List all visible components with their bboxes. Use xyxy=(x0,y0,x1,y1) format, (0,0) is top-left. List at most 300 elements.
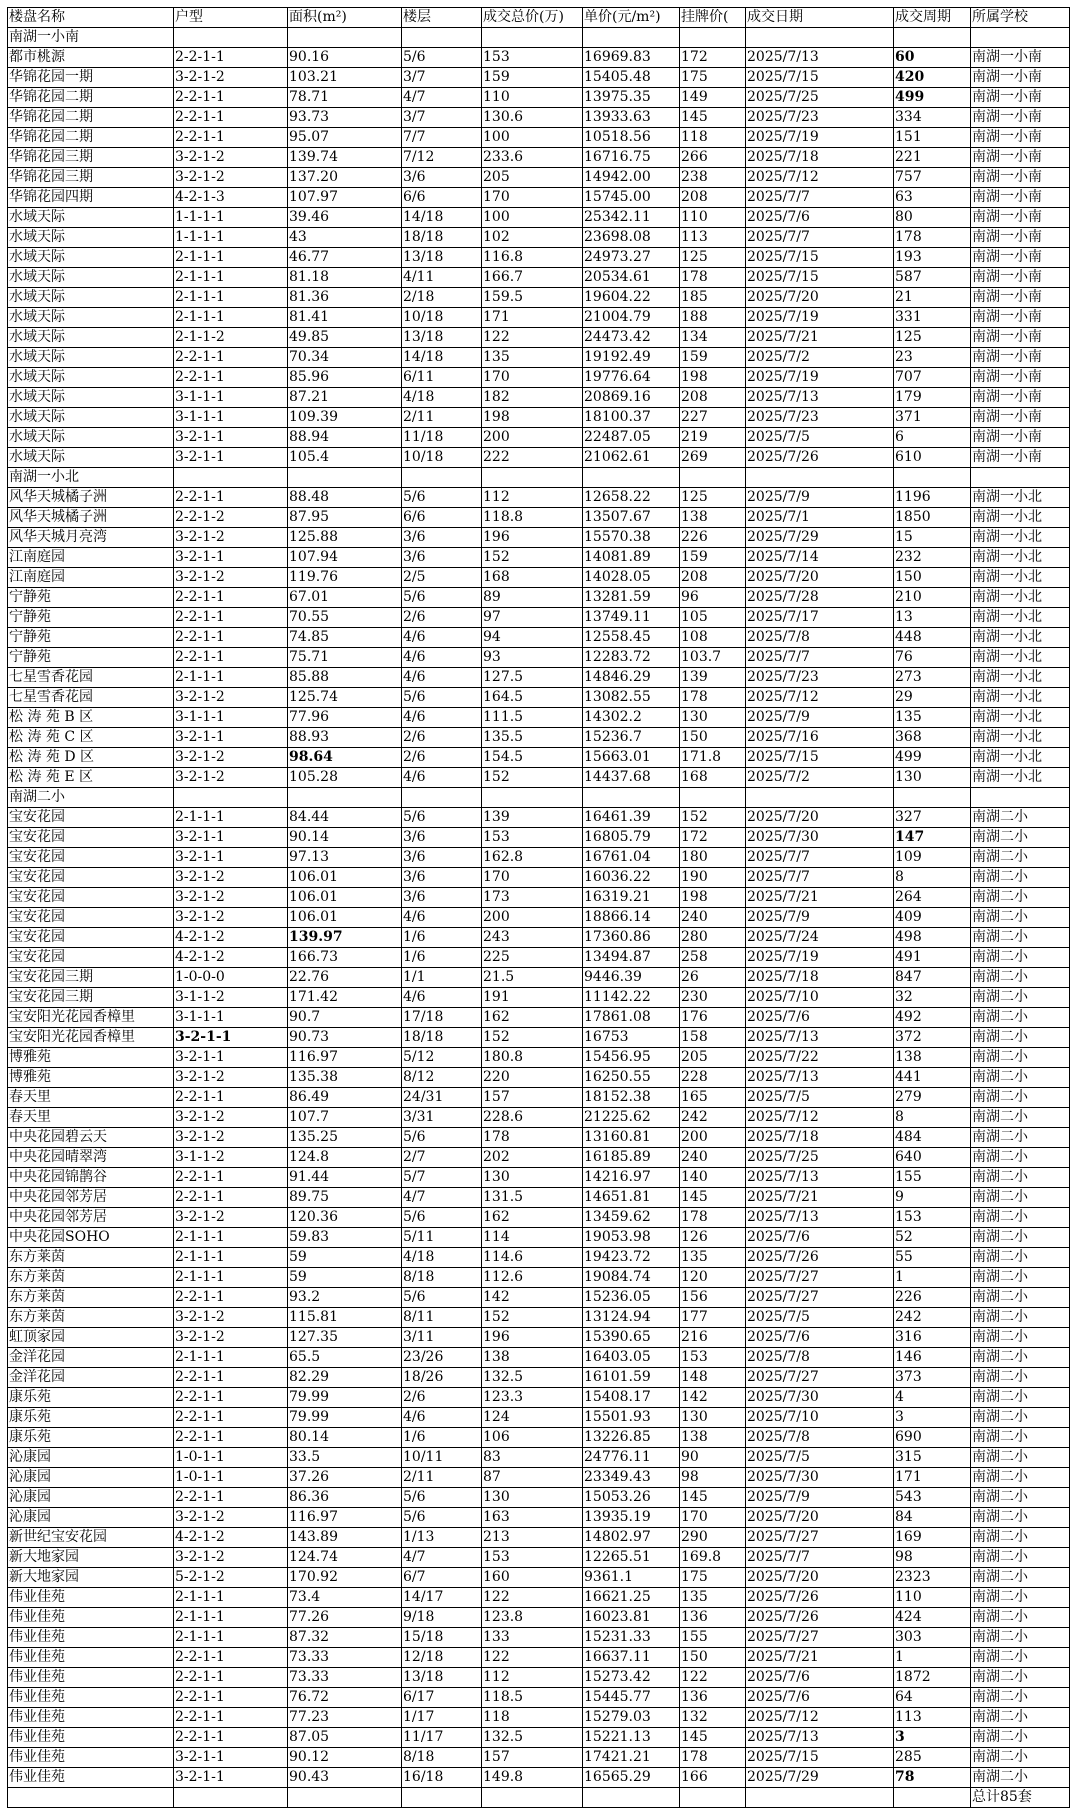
table-cell: 14028.05 xyxy=(583,568,680,588)
table-cell: 南湖一小北 xyxy=(971,528,1070,548)
table-cell: 新大地家园 xyxy=(8,1568,174,1588)
table-cell: 90.73 xyxy=(288,1028,402,1048)
table-cell: 3-2-1-2 xyxy=(174,1208,288,1228)
table-cell: 124 xyxy=(482,1408,583,1428)
table-cell: 南湖一小南 xyxy=(971,128,1070,148)
table-row xyxy=(8,428,1070,448)
table-cell: 155 xyxy=(894,1168,971,1188)
table-cell: 松 涛 苑 C 区 xyxy=(8,728,174,748)
table-cell: 3-2-1-2 xyxy=(174,1068,288,1088)
table-cell: 85.96 xyxy=(288,368,402,388)
table-cell: 106 xyxy=(482,1428,583,1448)
table-cell: 258 xyxy=(680,948,746,968)
table-cell: 2025/7/12 xyxy=(746,168,894,188)
table-cell: 16565.29 xyxy=(583,1768,680,1788)
table-cell: 264 xyxy=(894,888,971,908)
table-cell: 中央花园晴翠湾 xyxy=(8,1148,174,1168)
table-cell: 130.6 xyxy=(482,108,583,128)
table-cell: 10518.56 xyxy=(583,128,680,148)
table-cell: 宝安花园三期 xyxy=(8,968,174,988)
table-cell: 145 xyxy=(680,1488,746,1508)
table-cell: 499 xyxy=(894,748,971,768)
table-row xyxy=(8,588,1070,608)
table-cell: 98 xyxy=(680,1468,746,1488)
table-cell: 南湖一小北 xyxy=(971,488,1070,508)
table-cell: 152 xyxy=(482,768,583,788)
table-cell: 123.3 xyxy=(482,1388,583,1408)
table-cell: 90.43 xyxy=(288,1768,402,1788)
table-cell: 76 xyxy=(894,648,971,668)
table-cell: 3/7 xyxy=(402,108,482,128)
table-cell: 南湖二小 xyxy=(971,1488,1070,1508)
table-cell: 2025/7/19 xyxy=(746,128,894,148)
table-cell: 2025/7/2 xyxy=(746,348,894,368)
table-cell: 南湖二小 xyxy=(971,1208,1070,1228)
table-cell: 146 xyxy=(894,1348,971,1368)
table-cell: 2025/7/21 xyxy=(746,328,894,348)
table-cell: 100 xyxy=(482,128,583,148)
table-cell: 2025/7/20 xyxy=(746,808,894,828)
table-cell: 25342.11 xyxy=(583,208,680,228)
table-cell: 2-1-1-2 xyxy=(174,328,288,348)
table-cell: 20869.16 xyxy=(583,388,680,408)
table-cell: 5/6 xyxy=(402,588,482,608)
table-cell: 5/6 xyxy=(402,1128,482,1148)
table-cell: 都市桃源 xyxy=(8,48,174,68)
table-row xyxy=(8,128,1070,148)
table-cell: 15405.48 xyxy=(583,68,680,88)
table-cell: 3/6 xyxy=(402,848,482,868)
table-cell: 3-1-1-1 xyxy=(174,408,288,428)
table-cell: 南湖一小南 xyxy=(971,348,1070,368)
table-row xyxy=(8,368,1070,388)
table-cell: 南湖二小 xyxy=(971,1568,1070,1588)
table-cell: 1/6 xyxy=(402,1428,482,1448)
table-cell: 3-2-1-1 xyxy=(174,428,288,448)
section-label: 南湖一小南 xyxy=(8,28,174,48)
table-cell: 94 xyxy=(482,628,583,648)
table-cell: 松 涛 苑 D 区 xyxy=(8,748,174,768)
table-cell: 279 xyxy=(894,1088,971,1108)
table-cell: 16023.81 xyxy=(583,1608,680,1628)
table-cell: 498 xyxy=(894,928,971,948)
table-cell: 327 xyxy=(894,808,971,828)
table-cell: 东方莱茵 xyxy=(8,1268,174,1288)
table-cell: 191 xyxy=(482,988,583,1008)
table-cell: 沁康园 xyxy=(8,1488,174,1508)
table-row xyxy=(8,568,1070,588)
table-cell: 水域天际 xyxy=(8,288,174,308)
table-cell: 138 xyxy=(680,1428,746,1448)
table-cell: 150 xyxy=(680,1648,746,1668)
table-cell: 159 xyxy=(680,548,746,568)
table-cell: 16969.83 xyxy=(583,48,680,68)
table-cell: 16403.05 xyxy=(583,1348,680,1368)
table-cell: 226 xyxy=(894,1288,971,1308)
table-cell: 2/11 xyxy=(402,408,482,428)
table-cell: 2-2-1-1 xyxy=(174,1688,288,1708)
table-cell: 63 xyxy=(894,188,971,208)
table-cell: 64 xyxy=(894,1688,971,1708)
table-cell: 15390.65 xyxy=(583,1328,680,1348)
table-cell: 伟业佳苑 xyxy=(8,1668,174,1688)
table-cell: 173 xyxy=(482,888,583,908)
table-cell: 南湖二小 xyxy=(971,1508,1070,1528)
table-cell: 水域天际 xyxy=(8,428,174,448)
table-cell: 14942.00 xyxy=(583,168,680,188)
table-cell: 15501.93 xyxy=(583,1408,680,1428)
table-cell: 109 xyxy=(894,848,971,868)
table-cell: 77.23 xyxy=(288,1708,402,1728)
table-cell: 2025/7/20 xyxy=(746,1568,894,1588)
table-cell: 118 xyxy=(482,1708,583,1728)
table-cell: 420 xyxy=(894,68,971,88)
table-cell: 3-2-1-2 xyxy=(174,1328,288,1348)
table-row xyxy=(8,1188,1070,1208)
table-cell: 13082.55 xyxy=(583,688,680,708)
table-cell: 59 xyxy=(288,1248,402,1268)
table-cell: 106.01 xyxy=(288,888,402,908)
section-label: 南湖二小 xyxy=(8,788,174,808)
table-row xyxy=(8,528,1070,548)
table-cell: 37.26 xyxy=(288,1468,402,1488)
table-cell: 10/11 xyxy=(402,1448,482,1468)
table-cell: 153 xyxy=(482,828,583,848)
table-cell: 宁静苑 xyxy=(8,608,174,628)
table-cell: 2025/7/13 xyxy=(746,1068,894,1088)
table-cell: 80.14 xyxy=(288,1428,402,1448)
table-cell: 14651.81 xyxy=(583,1188,680,1208)
table-cell: 491 xyxy=(894,948,971,968)
table-cell: 2025/7/5 xyxy=(746,1088,894,1108)
table-cell: 康乐苑 xyxy=(8,1428,174,1448)
table-cell: 3/6 xyxy=(402,828,482,848)
table-cell: 178 xyxy=(680,1748,746,1768)
table-cell: 46.77 xyxy=(288,248,402,268)
table-cell: 4 xyxy=(894,1388,971,1408)
table-cell: 2025/7/6 xyxy=(746,1688,894,1708)
table-cell: 5/11 xyxy=(402,1228,482,1248)
table-row xyxy=(8,1648,1070,1668)
table-row xyxy=(8,1228,1070,1248)
table-cell: 3 xyxy=(894,1728,971,1748)
table-cell: 13975.35 xyxy=(583,88,680,108)
table-cell: 宁静苑 xyxy=(8,628,174,648)
table-cell: 97.13 xyxy=(288,848,402,868)
table-cell: 6 xyxy=(894,428,971,448)
table-cell: 70.34 xyxy=(288,348,402,368)
table-cell: 138 xyxy=(680,508,746,528)
table-cell: 沁康园 xyxy=(8,1508,174,1528)
table-cell: 19084.74 xyxy=(583,1268,680,1288)
table-cell: 3-2-1-2 xyxy=(174,908,288,928)
table-cell: 21004.79 xyxy=(583,308,680,328)
table-row xyxy=(8,1028,1070,1048)
table-cell: 2-2-1-1 xyxy=(174,1188,288,1208)
table-cell: 南湖二小 xyxy=(971,1088,1070,1108)
table-cell: 2323 xyxy=(894,1568,971,1588)
table-cell: 65.5 xyxy=(288,1348,402,1368)
table-cell: 七星雪香花园 xyxy=(8,668,174,688)
table-cell: 610 xyxy=(894,448,971,468)
table-cell: 170 xyxy=(482,368,583,388)
table-cell: 2-2-1-1 xyxy=(174,1368,288,1388)
table-cell: 178 xyxy=(680,688,746,708)
table-cell: 118.5 xyxy=(482,1688,583,1708)
table-cell: 78.71 xyxy=(288,88,402,108)
table-cell: 55 xyxy=(894,1248,971,1268)
table-cell: 宝安花园 xyxy=(8,848,174,868)
table-cell: 107.94 xyxy=(288,548,402,568)
table-cell: 南湖二小 xyxy=(971,1148,1070,1168)
table-cell: 4-2-1-3 xyxy=(174,188,288,208)
table-cell: 2025/7/13 xyxy=(746,1728,894,1748)
table-cell: 221 xyxy=(894,148,971,168)
table-cell: 2025/7/29 xyxy=(746,1768,894,1788)
table-cell: 93 xyxy=(482,648,583,668)
table-cell: 21225.62 xyxy=(583,1108,680,1128)
table-cell: 宁静苑 xyxy=(8,588,174,608)
table-cell: 2025/7/20 xyxy=(746,568,894,588)
table-cell: 138 xyxy=(482,1348,583,1368)
table-cell: 230 xyxy=(680,988,746,1008)
table-row xyxy=(8,1148,1070,1168)
table-cell: 2/6 xyxy=(402,1388,482,1408)
table-row xyxy=(8,848,1070,868)
table-cell: 1-0-1-1 xyxy=(174,1448,288,1468)
table-cell: 21 xyxy=(894,288,971,308)
table-cell: 208 xyxy=(680,568,746,588)
table-cell: 2025/7/23 xyxy=(746,668,894,688)
table-cell: 伟业佳苑 xyxy=(8,1628,174,1648)
table-cell: 18100.37 xyxy=(583,408,680,428)
table-cell: 4/7 xyxy=(402,1188,482,1208)
table-cell: 南湖一小北 xyxy=(971,548,1070,568)
table-cell: 5-2-1-2 xyxy=(174,1568,288,1588)
table-row xyxy=(8,228,1070,248)
table-cell: 13/18 xyxy=(402,248,482,268)
table-cell: 124.74 xyxy=(288,1548,402,1568)
table-cell: 132.5 xyxy=(482,1368,583,1388)
table-cell: 东方莱茵 xyxy=(8,1308,174,1328)
table-cell: 113 xyxy=(680,228,746,248)
table-row xyxy=(8,868,1070,888)
table-cell: 113 xyxy=(894,1708,971,1728)
table-cell: 2025/7/15 xyxy=(746,68,894,88)
table-cell: 2025/7/26 xyxy=(746,1608,894,1628)
table-cell: 2025/7/18 xyxy=(746,148,894,168)
table-cell: 3-2-1-2 xyxy=(174,688,288,708)
table-cell: 2025/7/30 xyxy=(746,1468,894,1488)
table-cell: 90.7 xyxy=(288,1008,402,1028)
table-cell: 175 xyxy=(680,1568,746,1588)
table-cell: 14216.97 xyxy=(583,1168,680,1188)
table-cell: 152 xyxy=(482,1308,583,1328)
table-cell: 3-2-1-1 xyxy=(174,548,288,568)
table-cell: 22.76 xyxy=(288,968,402,988)
table-cell: 90.16 xyxy=(288,48,402,68)
table-cell: 160 xyxy=(482,1568,583,1588)
table-cell: 285 xyxy=(894,1748,971,1768)
table-cell: 伟业佳苑 xyxy=(8,1768,174,1788)
table-cell: 13935.19 xyxy=(583,1508,680,1528)
table-cell: 5/6 xyxy=(402,1208,482,1228)
table-cell: 216 xyxy=(680,1328,746,1348)
table-cell: 15570.38 xyxy=(583,528,680,548)
table-cell: 2025/7/15 xyxy=(746,748,894,768)
table-cell: 南湖二小 xyxy=(971,1248,1070,1268)
table-cell: 5/6 xyxy=(402,48,482,68)
table-cell: 南湖二小 xyxy=(971,1388,1070,1408)
table-cell: 15663.01 xyxy=(583,748,680,768)
table-cell: 169.8 xyxy=(680,1548,746,1568)
table-cell: 303 xyxy=(894,1628,971,1648)
table-cell: 139.74 xyxy=(288,148,402,168)
table-cell: 175 xyxy=(680,68,746,88)
table-cell: 2-2-1-1 xyxy=(174,1488,288,1508)
table-cell: 宝安阳光花园香樟里 xyxy=(8,1028,174,1048)
table-cell: 16461.39 xyxy=(583,808,680,828)
table-cell: 南湖一小北 xyxy=(971,708,1070,728)
table-cell: 149.8 xyxy=(482,1768,583,1788)
table-cell: 222 xyxy=(482,448,583,468)
table-cell: 3-2-1-2 xyxy=(174,168,288,188)
table-cell: 127.35 xyxy=(288,1328,402,1348)
table-cell: 114.6 xyxy=(482,1248,583,1268)
table-cell: 13124.94 xyxy=(583,1308,680,1328)
table-cell: 32 xyxy=(894,988,971,1008)
table-cell: 12283.72 xyxy=(583,648,680,668)
table-cell: 200 xyxy=(680,1128,746,1148)
table-row xyxy=(8,1048,1070,1068)
table-cell: 158 xyxy=(680,1028,746,1048)
table-cell: 1-1-1-1 xyxy=(174,208,288,228)
table-cell: 伟业佳苑 xyxy=(8,1648,174,1668)
table-cell: 水域天际 xyxy=(8,408,174,428)
table-cell: 2025/7/19 xyxy=(746,368,894,388)
table-cell: 宝安花园三期 xyxy=(8,988,174,1008)
table-cell: 南湖一小北 xyxy=(971,748,1070,768)
table-cell: 南湖一小南 xyxy=(971,268,1070,288)
table-row xyxy=(8,988,1070,1008)
table-cell: 154.5 xyxy=(482,748,583,768)
table-cell: 4/7 xyxy=(402,88,482,108)
table-cell: 华锦花园三期 xyxy=(8,148,174,168)
table-cell: 华锦花园四期 xyxy=(8,188,174,208)
table-cell: 中央花园邻芳居 xyxy=(8,1208,174,1228)
table-cell: 156 xyxy=(680,1288,746,1308)
table-cell: 145 xyxy=(680,1728,746,1748)
table-row xyxy=(8,1068,1070,1088)
table-cell: 江南庭园 xyxy=(8,568,174,588)
table-cell: 111.5 xyxy=(482,708,583,728)
table-cell: 205 xyxy=(482,168,583,188)
table-cell: 90.12 xyxy=(288,1748,402,1768)
table-cell: 315 xyxy=(894,1448,971,1468)
table-cell: 15408.17 xyxy=(583,1388,680,1408)
header-cell: 挂牌价( xyxy=(680,8,746,28)
table-cell: 3-2-1-2 xyxy=(174,768,288,788)
table-cell: 102 xyxy=(482,228,583,248)
table-cell: 南湖二小 xyxy=(971,808,1070,828)
table-cell: 11142.22 xyxy=(583,988,680,1008)
table-cell: 103.7 xyxy=(680,648,746,668)
table-cell: 757 xyxy=(894,168,971,188)
table-cell: 90 xyxy=(680,1448,746,1468)
table-cell: 88.93 xyxy=(288,728,402,748)
table-row xyxy=(8,108,1070,128)
table-row xyxy=(8,448,1070,468)
table-cell: 138 xyxy=(894,1048,971,1068)
table-cell: 16/18 xyxy=(402,1768,482,1788)
table-cell: 171 xyxy=(894,1468,971,1488)
table-cell: 5/6 xyxy=(402,488,482,508)
table-cell: 12/18 xyxy=(402,1648,482,1668)
table-cell: 178 xyxy=(680,268,746,288)
table-cell: 200 xyxy=(482,908,583,928)
table-cell: 2025/7/16 xyxy=(746,728,894,748)
table-cell: 5/6 xyxy=(402,1288,482,1308)
table-cell: 240 xyxy=(680,908,746,928)
table-cell: 441 xyxy=(894,1068,971,1088)
table-cell: 南湖二小 xyxy=(971,1648,1070,1668)
table-cell: 2-1-1-1 xyxy=(174,268,288,288)
table-cell: 2025/7/10 xyxy=(746,988,894,1008)
table-row xyxy=(8,1408,1070,1428)
table-cell: 168 xyxy=(482,568,583,588)
table-cell: 南湖二小 xyxy=(971,1428,1070,1448)
section-row xyxy=(8,788,1070,808)
table-cell: 3-2-1-2 xyxy=(174,528,288,548)
table-cell: 南湖一小南 xyxy=(971,108,1070,128)
table-cell: 宝安花园 xyxy=(8,928,174,948)
table-cell: 135.5 xyxy=(482,728,583,748)
table-cell: 142 xyxy=(482,1288,583,1308)
table-cell: 2025/7/24 xyxy=(746,928,894,948)
table-cell: 136 xyxy=(680,1688,746,1708)
table-cell: 17861.08 xyxy=(583,1008,680,1028)
table-cell: 南湖二小 xyxy=(971,1448,1070,1468)
table-cell: 73.33 xyxy=(288,1668,402,1688)
table-row xyxy=(8,648,1070,668)
table-cell: 49.85 xyxy=(288,328,402,348)
table-cell: 185 xyxy=(680,288,746,308)
header-cell: 楼层 xyxy=(402,8,482,28)
table-cell: 151 xyxy=(894,128,971,148)
table-row xyxy=(8,1248,1070,1268)
table-cell: 75.71 xyxy=(288,648,402,668)
table-cell: 8 xyxy=(894,868,971,888)
transaction-table xyxy=(7,7,1070,1808)
table-cell: 16036.22 xyxy=(583,868,680,888)
table-cell: 107.97 xyxy=(288,188,402,208)
table-row xyxy=(8,168,1070,188)
table-body xyxy=(8,28,1070,1788)
table-cell: 178 xyxy=(894,228,971,248)
table-row xyxy=(8,328,1070,348)
table-cell: 南湖一小南 xyxy=(971,388,1070,408)
table-cell: 2/6 xyxy=(402,748,482,768)
table-cell: 15236.7 xyxy=(583,728,680,748)
table-cell: 87 xyxy=(482,1468,583,1488)
table-cell: 6/17 xyxy=(402,1688,482,1708)
table-cell: 3 xyxy=(894,1408,971,1428)
table-cell: 198 xyxy=(482,408,583,428)
table-row xyxy=(8,808,1070,828)
table-cell: 2-1-1-1 xyxy=(174,1608,288,1628)
table-cell: 24473.42 xyxy=(583,328,680,348)
table-cell: 南湖一小北 xyxy=(971,768,1070,788)
